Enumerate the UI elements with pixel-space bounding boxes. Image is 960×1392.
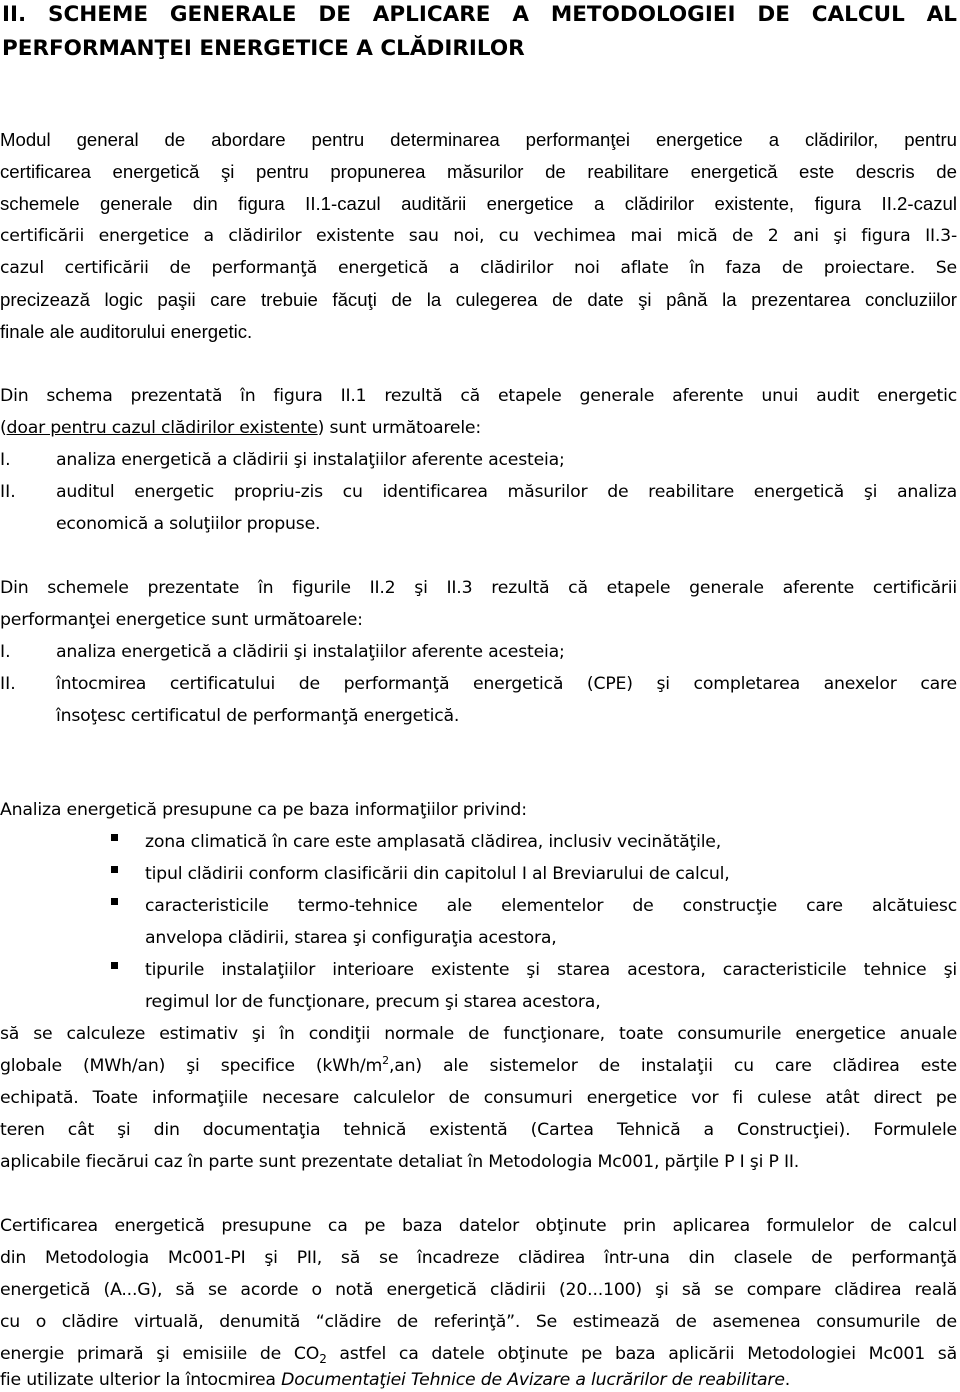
underlined-phrase: doar pentru cazul clădirilor existente xyxy=(6,418,318,438)
certification-line: cu o clădire virtuală, denumită “clădire de referinţă”. Se estimează de asemenea consumurile de xyxy=(0,1312,957,1332)
analysis-line: aplicabile fiecărui caz în parte sunt prezentate detaliat în Metodologia Mc001, părţile P I şi P II. xyxy=(0,1152,800,1172)
bullet-item: regimul lor de funcţionare, precum şi starea acestora, xyxy=(145,992,601,1012)
list-marker: II. xyxy=(0,674,16,694)
analysis-line: să se calculeze estimativ şi în condiţii normale de funcţionare, toate consumurile energetice anuale xyxy=(0,1024,957,1044)
intro-line: finale ale auditorului energetic. xyxy=(0,321,253,342)
cert-line: performanţei energetice sunt următoarele: xyxy=(0,610,363,630)
analysis-line: echipată. Toate informaţiile necesare calculelor de consumuri energetice vor fi culese atât direct pe xyxy=(0,1088,957,1108)
audit-line: Din schema prezentată în figura II.1 rezultă că etapele generale aferente unui audit energetic xyxy=(0,386,957,406)
bullet-item: caracteristicile termo-tehnice ale elementelor de construcţie care alcătuiesc xyxy=(145,896,957,916)
list-marker: II. xyxy=(0,482,16,502)
italic-title: Documentaţiei Tehnice de Avizare a lucrărilor de reabilitare xyxy=(281,1370,785,1390)
list-item: însoţesc certificatul de performanţă energetică. xyxy=(56,706,460,726)
intro-line: certificării energetice a clădirilor existente sau noi, cu vechimea mai mică de 2 ani şi figura II.3- xyxy=(0,226,957,246)
analysis-lead: Analiza energetică presupune ca pe baza informaţiilor privind: xyxy=(0,800,527,820)
list-item: analiza energetică a clădirii şi instalaţiilor aferente acesteia; xyxy=(56,450,565,470)
square-bullet-icon xyxy=(111,898,118,905)
analysis-line: teren cât şi din documentaţia tehnică existentă (Cartea Tehnică a Construcţiei). Formulele xyxy=(0,1120,957,1140)
bullet-item: zona climatică în care este amplasată clădirea, inclusiv vecinătăţile, xyxy=(145,832,722,852)
list-marker: I. xyxy=(0,450,11,470)
list-marker: I. xyxy=(0,642,11,662)
square-bullet-icon xyxy=(111,866,118,873)
certification-line: energetică (A...G), să se acorde o notă energetică clădirii (20...100) şi să se compare clădirea reală xyxy=(0,1280,957,1300)
analysis-line: globale (MWh/an) şi specifice $(kWh/m^2,an)$ ale sistemelor de instalaţii cu care clădirea este xyxy=(0,1054,957,1076)
list-item: auditul energetic propriu-zis cu identificarea măsurilor de reabilitare energetică şi analiza xyxy=(56,482,957,502)
list-item: economică a soluţiilor propuse. xyxy=(56,514,321,534)
bullet-item: anvelopa clădirii, starea şi configuraţia acestora, xyxy=(145,928,557,948)
intro-line: precizează logic paşii care trebuie făcuţi de la culegerea de date şi până la prezentarea concluziilor xyxy=(0,289,957,310)
cert-line: Din schemele prezentate în figurile II.2 şi II.3 rezultă că etapele generale aferente certificării xyxy=(0,578,957,598)
square-bullet-icon xyxy=(111,834,118,841)
intro-line: certificarea energetică şi pentru propunerea măsurilor de reabilitare energetică este descris de xyxy=(0,161,957,182)
certification-line: fie utilizate ulterior la întocmirea Documentaţiei Tehnice de Avizare a lucrărilor de reabilitare. xyxy=(0,1370,791,1390)
certification-line: din Metodologia Mc001-PI şi PII, să se încadreze clădirea într-una din clasele de performanţă xyxy=(0,1248,957,1268)
intro-line: schemele generale din figura II.1-cazul auditării energetice a clădirilor existente, figura II.2-cazul xyxy=(0,193,957,214)
certification-line: Certificarea energetică presupune ca pe baza datelor obţinute prin aplicarea formulelor de calcul xyxy=(0,1216,957,1236)
certification-line: energie primară şi emisiile de $CO_2$ astfel ca datele obţinute pe baza aplicării Metodologiei Mc001 să xyxy=(0,1344,957,1366)
square-bullet-icon xyxy=(111,962,118,969)
list-item: analiza energetică a clădirii şi instalaţiilor aferente acesteia; xyxy=(56,642,565,662)
intro-line: Modul general de abordare pentru determinarea performanţei energetice a clădirilor, pentru xyxy=(0,129,957,150)
list-item: întocmirea certificatului de performanţă energetică (CPE) şi completarea anexelor care xyxy=(56,674,957,694)
bullet-item: tipul clădirii conform clasificării din capitolul I al Breviarului de calcul, xyxy=(145,864,730,884)
intro-line: cazul certificării de performanţă energetică a clădirilor noi aflate în faza de proiectare. Se xyxy=(0,258,957,278)
audit-line: (doar pentru cazul clădirilor existente) sunt următoarele: xyxy=(0,418,481,438)
bullet-item: tipurile instalaţiilor interioare existente şi starea acestora, caracteristicile tehnice şi xyxy=(145,960,957,980)
section-title: II. SCHEME GENERALE DE APLICARE A METODOLOGIEI DE CALCUL AL PERFORMANŢEI ENERGETICE A CLĂDIRILOR xyxy=(2,2,957,61)
